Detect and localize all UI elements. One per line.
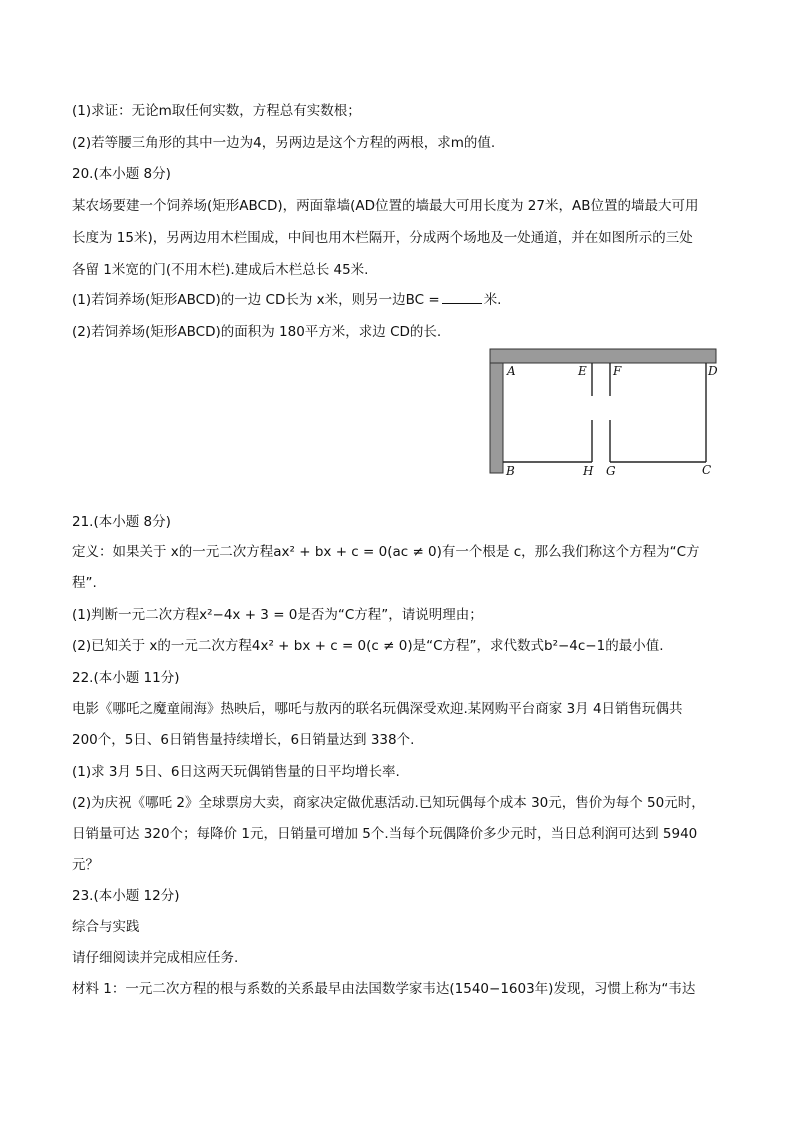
- q19-part1: (1)求证：无论m取任何实数，方程总有实数根；: [72, 103, 361, 119]
- q20-header: 20.(本小题 8分): [72, 166, 171, 182]
- wall-ad: [490, 349, 716, 363]
- q22-body-line2: 200个，5日、6日销售量持续增长，6日销量达到 338个.: [72, 732, 415, 748]
- q23-header: 23.(本小题 12分): [72, 888, 180, 904]
- label-f: F: [613, 364, 622, 378]
- q22-part2-line2: 日销量可达 320个；每降价 1元，日销量可增加 5个.当每个玩偶降价多少元时，当日总利润可达到 5940: [72, 826, 698, 842]
- q22-body-line1: 电影《哪吒之魔童闹海》热映后，哪吒与敖丙的联名玩偶深受欢迎.某网购平台商家 3月 4日销售玩偶共: [72, 701, 683, 717]
- q19-part2: (2)若等腰三角形的其中一边为4，另两边是这个方程的两根，求m的值.: [72, 135, 496, 151]
- answer-blank: [442, 291, 482, 304]
- q21-part2: (2)已知关于 x的一元二次方程4x² + bx + c = 0(c ≠ 0)是“C方程”，求代数式b²−4c−1的最小值.: [72, 638, 664, 654]
- q22-part1: (1)求 3月 5日、6日这两天玩偶销售量的日平均增长率.: [72, 764, 400, 780]
- label-a: A: [507, 364, 516, 378]
- q23-title: 综合与实践: [72, 919, 140, 935]
- q23-intro: 请仔细阅读并完成相应任务.: [72, 950, 239, 966]
- q21-definition-line2: 程”.: [72, 575, 97, 591]
- q22-part2-line3: 元？: [72, 857, 99, 873]
- farm-diagram: [482, 346, 722, 481]
- label-h: H: [583, 464, 594, 478]
- q20-body-line2: 长度为 15米)，另两边用木栏围成，中间也用木栏隔开，分成两个场地及一处通道，并在如图所示的三处: [72, 230, 693, 246]
- label-c: C: [702, 463, 712, 477]
- label-g: G: [606, 464, 616, 478]
- q20-body-line1: 某农场要建一个饲养场(矩形ABCD)，两面靠墙(AD位置的墙最大可用长度为 27米，AB位置的墙最大可用: [72, 198, 699, 214]
- label-b: B: [506, 464, 515, 478]
- q20-body-line3: 各留 1米宽的门(不用木栏).建成后木栏总长 45米.: [72, 262, 369, 278]
- label-d: D: [708, 364, 718, 378]
- q22-header: 22.(本小题 11分): [72, 670, 180, 686]
- q21-definition-line1: 定义：如果关于 x的一元二次方程ax² + bx + c = 0(ac ≠ 0)有一个根是 c，那么我们称这个方程为“C方: [72, 544, 700, 560]
- q22-part2-line1: (2)为庆祝《哪吒 2》全球票房大卖，商家决定做优惠活动.已知玩偶每个成本 30元，售价为每个 50元时，: [72, 795, 705, 811]
- q21-part1: (1)判断一元二次方程x²−4x + 3 = 0是否为“C方程”，请说明理由；: [72, 607, 483, 623]
- q23-material1: 材料 1：一元二次方程的根与系数的关系最早由法国数学家韦达(1540−1603年)发现，习惯上称为“韦达: [72, 981, 696, 997]
- q20-part2: (2)若饲养场(矩形ABCD)的面积为 180平方米，求边 CD的长.: [72, 324, 442, 340]
- label-e: E: [578, 364, 587, 378]
- q20-part1: (1)若饲养场(矩形ABCD)的一边 CD长为 x米，则另一边BC = 米.: [72, 292, 502, 308]
- q21-header: 21.(本小题 8分): [72, 514, 171, 530]
- wall-ab: [490, 363, 503, 473]
